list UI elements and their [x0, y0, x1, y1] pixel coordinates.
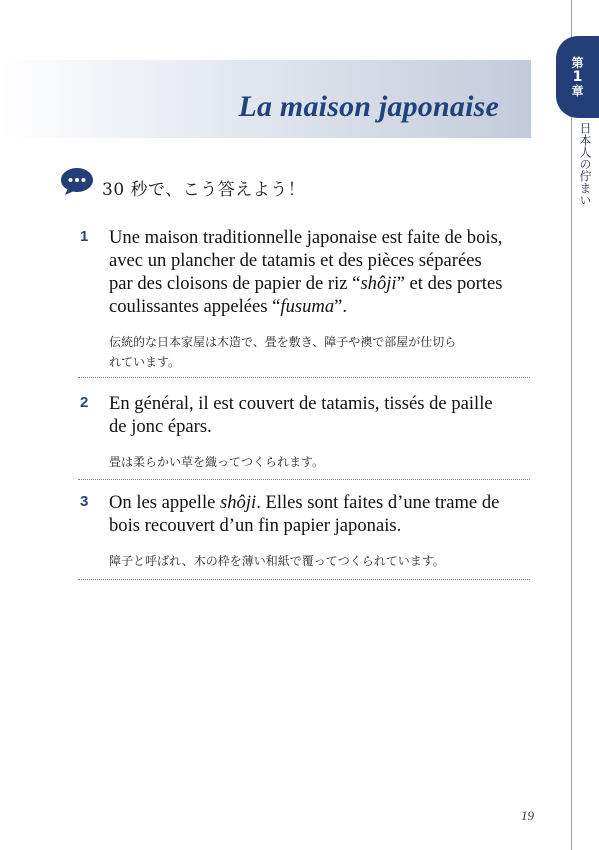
list-item: [78, 491, 530, 571]
item-number: 2: [80, 394, 89, 411]
japanese-line: れています。: [109, 355, 181, 369]
chapter-subtitle: 日本人の佇まい: [578, 122, 592, 206]
page-number: 19: [521, 808, 534, 823]
japanese-line: 伝統的な日本家屋は木造で、畳を敷き、障子や襖で部屋が仕切ら: [109, 335, 457, 349]
margin-rule: [571, 0, 572, 850]
french-text: [109, 226, 530, 318]
chapter-number: 1: [572, 69, 583, 85]
dotted-separator: [78, 479, 530, 480]
japanese-line: 畳は柔らかい草を織ってつくられます。: [109, 455, 325, 469]
list-item: [78, 392, 530, 472]
french-text: [109, 392, 530, 438]
japanese-text: [109, 332, 530, 372]
japanese-line: 障子と呼ばれ、木の枠を薄い和紙で覆ってつくられています。: [109, 554, 445, 568]
french-line: Une maison traditionnelle japonaise est faite de bois,: [109, 227, 503, 248]
french-line: par des cloisons de papier de riz “shôji” et des portes: [109, 273, 503, 294]
chapter-label-2: 章: [571, 84, 584, 98]
item-number: 3: [80, 493, 89, 510]
title-band: [0, 60, 531, 138]
chapter-label-1: 第: [571, 56, 584, 70]
french-text: [109, 491, 530, 537]
french-line: bois recouvert d’un fin papier japonais.: [109, 515, 402, 536]
french-line: avec un plancher de tatamis et des pièces séparées: [109, 250, 482, 271]
french-line: On les appelle shôji. Elles sont faites d’une trame de: [109, 492, 500, 513]
list-item: [78, 226, 530, 372]
french-line: En général, il est couvert de tatamis, tissés de paille: [109, 393, 493, 414]
speech-bubble-icon: [60, 167, 94, 196]
japanese-text: [109, 452, 530, 472]
french-line: coulissantes appelées “fusuma”.: [109, 296, 348, 317]
dotted-separator: [78, 579, 530, 580]
japanese-text: [109, 551, 530, 571]
chapter-tab: [556, 36, 599, 118]
french-line: de jonc épars.: [109, 416, 212, 437]
dotted-separator: [78, 377, 530, 378]
item-number: 1: [80, 228, 89, 245]
section-prompt: 30 秒で、こう答えよう！: [102, 180, 306, 200]
page-title: La maison japonaise: [238, 90, 499, 123]
